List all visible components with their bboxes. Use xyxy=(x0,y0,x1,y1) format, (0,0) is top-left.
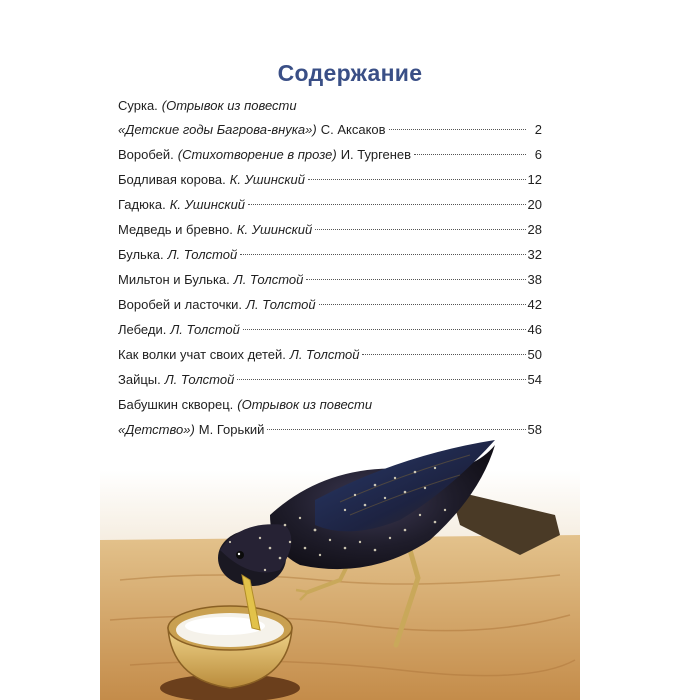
toc-entry-title: Как волки учат своих детей. xyxy=(118,347,286,362)
toc-entry-title: Зайцы. xyxy=(118,372,161,387)
dot-leader xyxy=(248,204,526,205)
toc-entry xyxy=(118,217,542,242)
toc-entry-author: К. Ушинский xyxy=(229,172,306,187)
toc-entry-note: (Отрывок из повести xyxy=(237,397,373,412)
dot-leader xyxy=(306,279,525,280)
dot-leader xyxy=(389,129,526,130)
toc-entry-page: 32 xyxy=(527,247,542,262)
toc-entry-author: Л. Толстой xyxy=(289,347,360,362)
toc-entry-note-continued: «Детство») xyxy=(118,422,195,437)
toc-entry-title: Сурка. xyxy=(118,98,158,113)
toc-entry-page: 28 xyxy=(527,222,542,237)
toc-entry xyxy=(118,317,542,342)
dot-leader xyxy=(414,154,526,155)
toc-entry-author: Л. Толстой xyxy=(164,372,235,387)
toc-entry-page: 12 xyxy=(527,172,542,187)
toc-entry-title: Мильтон и Булька. xyxy=(118,272,230,287)
toc-entry-note: (Стихотворение в прозе) xyxy=(177,147,337,162)
dot-leader xyxy=(319,304,526,305)
toc-entry-author: К. Ушинский xyxy=(236,222,313,237)
toc-entry-page: 42 xyxy=(527,297,542,312)
toc-entry-author: С. Аксаков xyxy=(320,122,386,137)
toc-entry-author: И. Тургенев xyxy=(340,147,412,162)
dot-leader xyxy=(315,229,525,230)
dot-leader xyxy=(308,179,526,180)
toc-entry-title: Воробей и ласточки. xyxy=(118,297,243,312)
starling-illustration xyxy=(100,430,580,700)
toc-entry-author: М. Горький xyxy=(198,422,265,437)
toc-entry-author: К. Ушинский xyxy=(169,197,246,212)
toc-entry-note: (Отрывок из повести xyxy=(161,98,297,113)
toc-entry-page: 20 xyxy=(527,197,542,212)
page-title: Содержание xyxy=(277,60,423,86)
toc-entry xyxy=(118,267,542,292)
toc-entry xyxy=(118,342,542,367)
toc-entry xyxy=(118,192,542,217)
toc-entry-title: Лебеди. xyxy=(118,322,167,337)
toc-entry-page: 54 xyxy=(527,372,542,387)
toc-entry-title: Булька. xyxy=(118,247,164,262)
toc-entry-page: 2 xyxy=(534,122,542,137)
toc-entry-page: 58 xyxy=(527,422,542,437)
dot-leader xyxy=(240,254,525,255)
bowl-icon xyxy=(160,606,300,700)
toc-entry-page: 50 xyxy=(527,347,542,362)
toc-entry-title: Бодливая корова. xyxy=(118,172,226,187)
toc-entry xyxy=(118,95,542,142)
toc-entry xyxy=(118,167,542,192)
dot-leader xyxy=(237,379,525,380)
toc-entry-page: 6 xyxy=(534,147,542,162)
toc-entry-page: 46 xyxy=(527,322,542,337)
toc-entry xyxy=(118,242,542,267)
toc-entry-page: 38 xyxy=(527,272,542,287)
table-of-contents xyxy=(118,95,542,442)
toc-entry xyxy=(118,292,542,317)
toc-entry-author: Л. Толстой xyxy=(167,247,238,262)
toc-entry-author: Л. Толстой xyxy=(233,272,304,287)
toc-entry-author: Л. Толстой xyxy=(170,322,240,337)
toc-entry-title: Медведь и бревно. xyxy=(118,222,233,237)
toc-entry-title: Бабушкин скворец. xyxy=(118,397,234,412)
toc-entry-title: Воробей. xyxy=(118,147,174,162)
dot-leader xyxy=(243,329,526,330)
toc-entry xyxy=(118,367,542,392)
toc-entry xyxy=(118,142,542,167)
toc-entry-title: Гадюка. xyxy=(118,197,166,212)
toc-entry-note-continued: «Детские годы Багрова-внука») xyxy=(118,122,317,137)
dot-leader xyxy=(362,354,525,355)
toc-entry-author: Л. Толстой xyxy=(246,297,316,312)
